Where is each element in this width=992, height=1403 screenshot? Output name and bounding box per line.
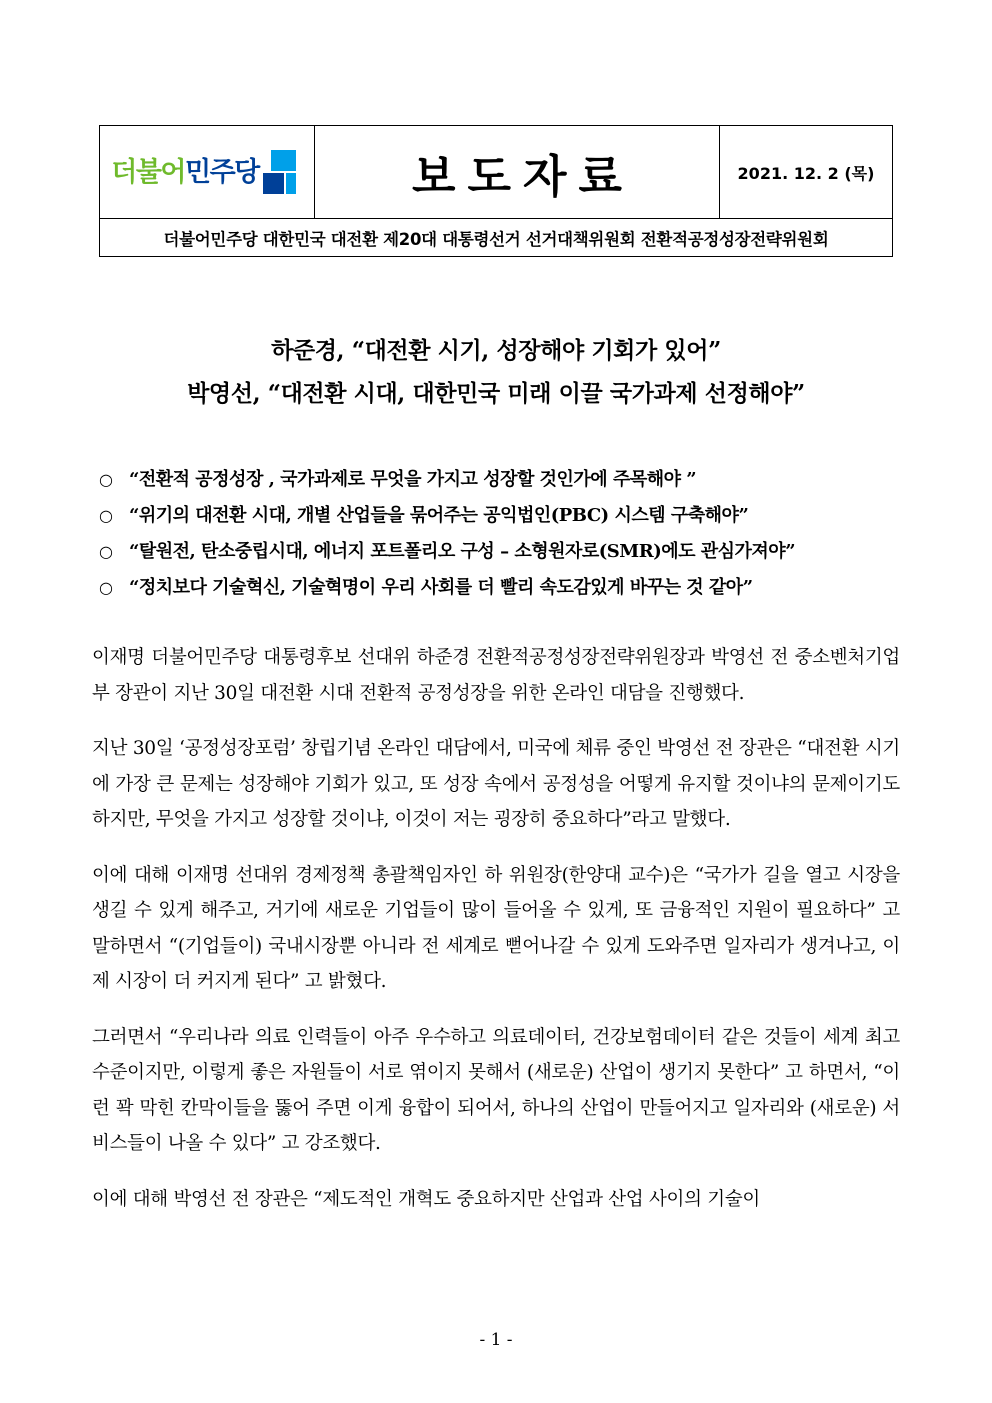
document-type-title — [315, 126, 720, 218]
paragraph: 그러면서 “우리나라 의료 인력들이 아주 우수하고 의료데이터, 건강보험데이터 같은 것들이 세계 최고 수준이지만, 이렇게 좋은 자원들이 서로 엮이지 못해서 (새로운) 산업이 생기지 못한다” 고 하면서, “이런 꽉 막힌 칸막이들을 뚫어 주면 이게 융합이 되어서, 하나의 산업이 만들어지고 일자리와 (새로운) 서비스들이 나올 수 있다” 고 강조했다. — [92, 1026, 900, 1155]
paragraph: 지난 30일 ‘공정성장포럼’ 창립기념 온라인 대담에서, 미국에 체류 중인 박영선 전 장관은 “대전환 시기에 가장 큰 문제는 성장해야 기회가 있고, 또 성장 속에서 공정성을 어떻게 유지할 것이냐의 문제이기도 하지만, 무엇을 가지고 성장할 것이냐, 이것이 저는 굉장히 중요하다”라고 말했다. — [92, 738, 900, 831]
list-item — [99, 498, 899, 534]
paragraph: 이재명 더불어민주당 대통령후보 선대위 하준경 전환적공정성장전략위원장과 박영선 전 중소벤처기업부 장관이 지난 30일 대전환 시대 전환적 공정성장을 위한 온라인 대담을 진행했다. — [92, 647, 900, 704]
party-logo-text — [111, 156, 259, 188]
press-release-header — [99, 125, 893, 257]
release-date-label: 2021. 12. 2 (목) — [737, 163, 875, 183]
page-number: - 1 - — [479, 1330, 513, 1350]
headline-line-2: 박영선, “대전환 시대, 대한민국 미래 이끌 국가과제 선정해야” — [187, 379, 805, 407]
body-content — [92, 640, 900, 1237]
logo-text-part1: 더불어 — [111, 156, 185, 188]
list-item-label: “정치보다 기술혁신, 기술혁명이 우리 사회를 더 빨리 속도감있게 바꾸는 것 같아” — [129, 577, 753, 598]
paragraph: 이에 대해 이재명 선대위 경제정책 총괄책임자인 하 위원장(한양대 교수)은 “국가가 길을 열고 시장을 생길 수 있게 해주고, 거기에 새로운 기업들이 많이 들어올 수 있게, 또 금융적인 지원이 필요하다” 고 말하면서 “(기업들이) 국내시장뿐 아니라 전 세계로 뻗어나갈 수 있게 도와주면 일자리가 생겨나고, 이제 시장이 더 커지게 된다” 고 밝혔다. — [92, 864, 900, 993]
list-item-label: “위기의 대전환 시대, 개별 산업들을 묶어주는 공익법인(PBC) 시스템 구축해야” — [129, 505, 749, 526]
bullet-circle-icon: ○ — [99, 542, 113, 561]
list-item — [99, 534, 899, 570]
header-top-row — [100, 126, 892, 218]
organization-banner — [100, 218, 892, 256]
bullet-circle-icon: ○ — [99, 470, 113, 489]
party-logo — [100, 126, 315, 218]
organization-label: 더불어민주당 대한민국 대전환 제20대 대통령선거 선거대책위원회 전환적공정성장전략위원회 — [163, 229, 829, 249]
bullet-circle-icon: ○ — [99, 578, 113, 597]
logo-wrap — [111, 150, 303, 194]
logo-square-icon — [263, 150, 303, 194]
bullet-circle-icon: ○ — [99, 506, 113, 525]
document-type-label: 보도자료 — [412, 149, 634, 203]
list-item-label: “전환적 공정성장 , 국가과제로 무엇을 가지고 성장할 것인가에 주목해야 ” — [129, 469, 697, 490]
key-points-list — [99, 462, 899, 606]
list-item — [99, 570, 899, 606]
list-item-label: “탈원전, 탄소중립시대, 에너지 포트폴리오 구성 – 소형원자로(SMR)에도 관심가져야” — [129, 541, 796, 562]
page-title — [99, 330, 893, 415]
logo-text-part2: 민주당 — [185, 156, 259, 188]
release-date — [720, 126, 892, 218]
paragraph: 이에 대해 박영선 전 장관은 “제도적인 개혁도 중요하지만 산업과 산업 사이의 기술이 — [92, 1188, 760, 1210]
headline-line-1: 하준경, “대전환 시기, 성장해야 기회가 있어” — [271, 337, 721, 364]
list-item — [99, 462, 899, 498]
